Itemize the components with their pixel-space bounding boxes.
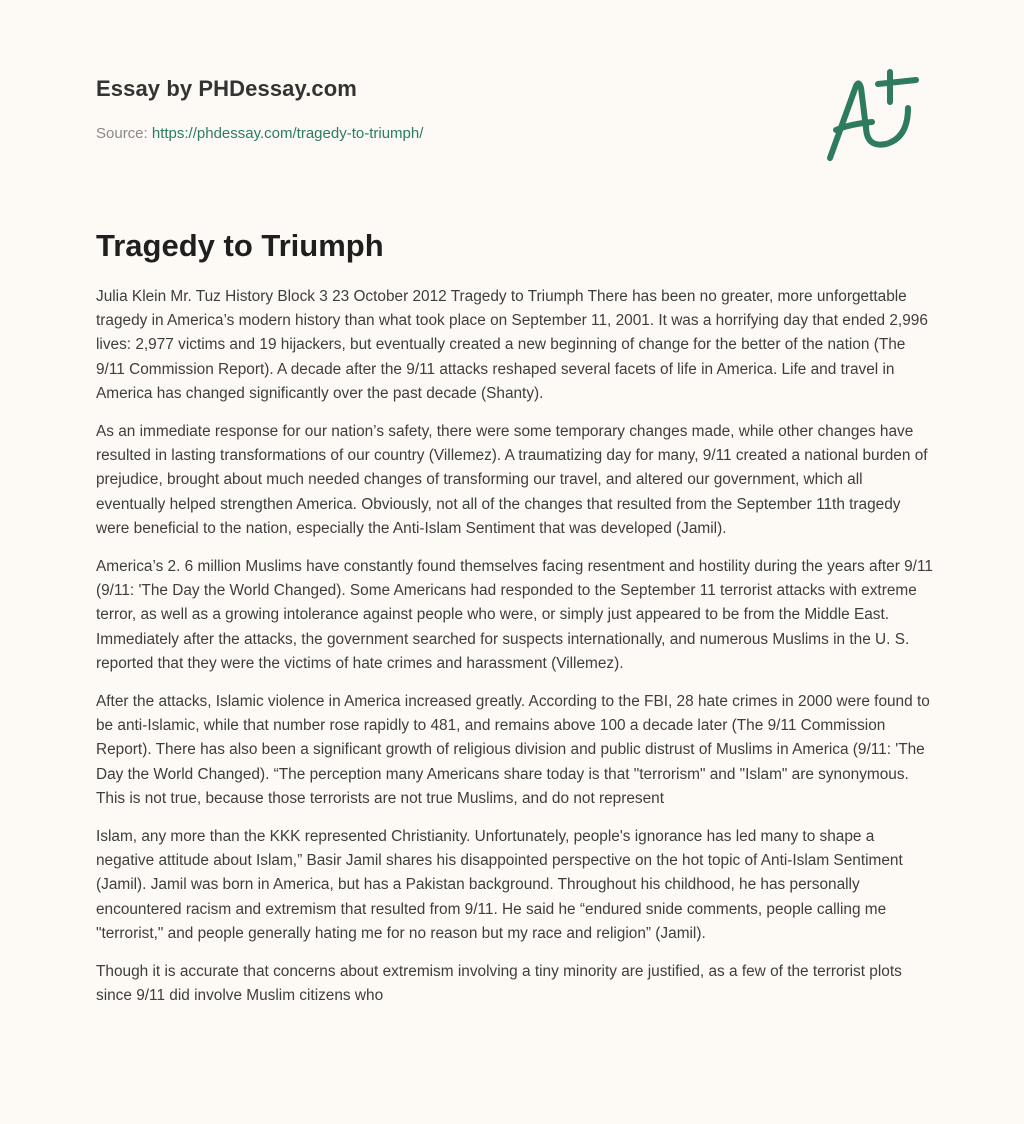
paragraph: As an immediate response for our nation’s safety, there were some temporary changes made, while other changes have resulted in lasting transformations of our country (Villemez). A traumatizing day for many, 9/11 created a national burden of prejudice, brought about much needed changes of transforming our travel, and altered our government, which all eventually helped strengthen America. Obviously, not all of the changes that resulted from the September 11th tragedy were beneficial to the nation, especially the Anti-Islam Sentiment that was developed (Jamil).	[96, 423, 928, 537]
source-link[interactable]: https://phdessay.com/tragedy-to-triumph/	[151, 125, 424, 142]
article-body	[96, 285, 936, 1022]
paragraph: Julia Klein Mr. Tuz History Block 3 23 October 2012 Tragedy to Triumph There has been no greater, more unforgettable tragedy in America’s modern history than what took place on September 11, 2001. It was a horrifying day that ended 2,996 lives: 2,977 victims and 19 hijackers, but eventually created a new beginning of change for the better of the nation (The 9/11 Commission Report). A decade after the 9/11 attacks reshaped several facets of life in America. Life and travel in America has changed significantly over the past decade (Shanty).	[96, 288, 928, 402]
a-plus-grade-icon	[826, 68, 926, 164]
source-line	[96, 124, 423, 144]
site-title: Essay by PHDessay.com	[96, 76, 357, 101]
paragraph: Though it is accurate that concerns about extremism involving a tiny minority are justified, as a few of the terrorist plots since 9/11 did involve Muslim citizens who	[96, 963, 902, 1005]
source-label: Source:	[96, 125, 152, 142]
article-title: Tragedy to Triumph	[96, 228, 384, 263]
paragraph: After the attacks, Islamic violence in America increased greatly. According to the FBI, 28 hate crimes in 2000 were found to be anti-Islamic, while that number rose rapidly to 481, and remains above 100 a decade later (The 9/11 Commission Report). There has also been a significant growth of religious division and public distrust of Muslims in America (9/11: 'The Day the World Changed). “The perception many Americans share today is that "terrorism" and "Islam" are synonymous. This is not true, because those terrorists are not true Muslims, and do not represent	[96, 693, 930, 807]
page-header	[96, 74, 928, 194]
paragraph: America’s 2. 6 million Muslims have constantly found themselves facing resentment and hostility during the years after 9/11 (9/11: 'The Day the World Changed). Some Americans had responded to the September 11 terrorist attacks with extreme terror, as well as a growing intolerance against people who were, or simply just appeared to be from the Middle East. Immediately after the attacks, the government searched for suspects internationally, and numerous Muslims in the U. S. reported that they were the victims of hate crimes and harassment (Villemez).	[96, 558, 933, 672]
paragraph: Islam, any more than the KKK represented Christianity. Unfortunately, people's ignorance has led many to shape a negative attitude about Islam,” Basir Jamil shares his disappointed perspective on the hot topic of Anti-Islam Sentiment (Jamil). Jamil was born in America, but has a Pakistan background. Throughout his childhood, he has personally encountered racism and extremism that resulted from 9/11. He said he “endured snide comments, people calling me "terrorist," and people generally hating me for no reason but my race and religion” (Jamil).	[96, 828, 903, 942]
